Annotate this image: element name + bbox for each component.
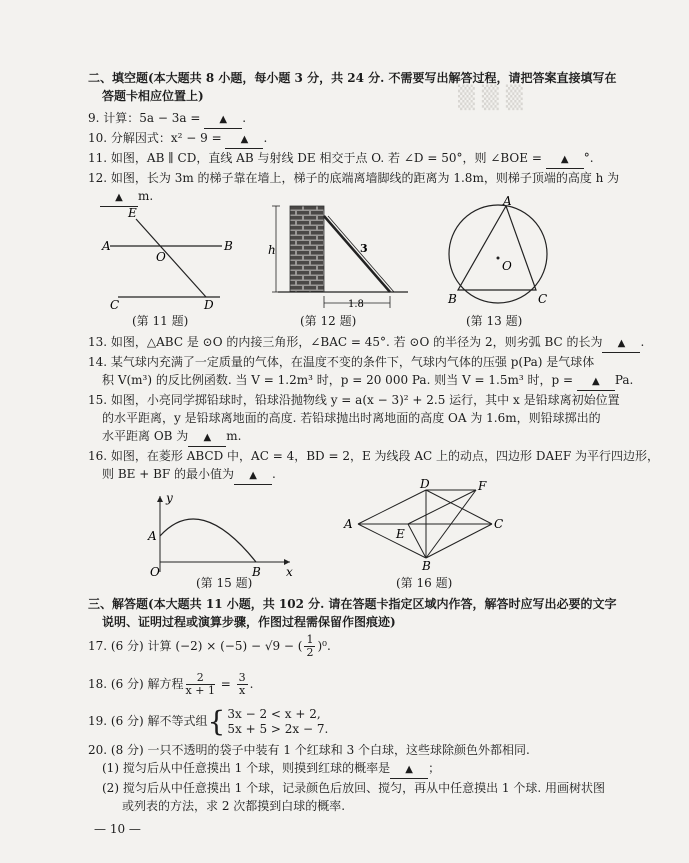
bleed-through-watermark: ▒ ▒ ▒ [458,86,523,111]
section3-heading-line2: 说明、证明过程或演算步骤，作图过程需保留作图痕迹) [102,615,396,629]
question-20-part2-line1: (2) 搅匀后从中任意摸出 1 个球，记录颜色后放回、搅匀，再从中任意摸出 1 个球. 用画树状图 [102,781,605,795]
question-9: 9. 计算：5a − 3a = ▲ . [88,110,246,129]
question-16-line2: 则 BE + BF 的最小值为 ▲ . [102,466,276,485]
question-17: 17. (6 分) 计算 (−2) × (−5) − √9 − ( $\frac{1}{2}$ )⁰. [88,633,331,659]
label-A: A [344,517,353,531]
section3-heading-line1: 三、解答题(本大题共 11 小题，共 102 分. 请在答题卡指定区域内作答，解答时应写出必要的文字 [88,597,617,611]
figure-15-caption: (第 15 题) [196,576,253,590]
answer-blank: ▲ [390,760,428,779]
figure-12 [268,200,418,312]
label-F: F [478,479,487,493]
question-14-line1: 14. 某气球内充满了一定质量的气体，在温度不变的条件下，气球内气体的压强 p(Pa) 是气球体 [88,355,595,369]
answer-blank: ▲ [546,150,584,169]
figure-11 [100,205,233,315]
label-E: E [396,527,405,541]
label-A: A [102,239,111,253]
label-D: D [420,477,430,491]
figure-12-caption: (第 12 题) [300,314,357,328]
figure-13 [440,194,560,310]
question-11: 11. 如图，AB ∥ CD，直线 AB 与射线 DE 相交于点 O. 若 ∠D = 50°，则 ∠BOE = ▲ °. [88,150,594,169]
question-20: 20. (8 分) 一只不透明的袋子中装有 1 个红球和 3 个白球，这些球除颜色外都相同. [88,743,530,757]
question-12-line1: 12. 如图，长为 3m 的梯子靠在墙上，梯子的底端离墙脚线的距离为 1.8m，则梯子顶端的高度 h 为 [88,171,620,185]
label-ladder-length: 3 [360,242,368,255]
answer-blank: ▲ [188,428,226,447]
question-15-line1: 15. 如图，小亮同学掷铅球时，铅球沿抛物线 y = a(x − 3)² + 2.5 运行，其中 x 是铅球离初始位置 [88,393,620,407]
label-C: C [538,292,548,306]
answer-blank: ▲ [204,110,242,129]
question-10: 10. 分解因式：x² − 9 = ▲ . [88,130,267,149]
question-14-line2: 积 V(m³) 的反比例函数. 当 V = 1.2m³ 时，p = 20 000 Pa. 则当 V = 1.5m³ 时，p = ▲ Pa. [102,372,633,391]
label-base-distance: 1.8 [348,299,364,310]
page-number: — 10 — [94,822,141,836]
label-B: B [448,292,457,306]
label-h: h [268,243,276,257]
label-C: C [110,298,120,312]
label-E: E [128,206,137,220]
figure-15 [140,490,300,578]
answer-blank: ▲ [225,130,263,149]
question-18: 18. (6 分) 解方程 $\frac{2}{x + 1}$ = $\frac{3}{x}$ . [88,671,254,697]
question-15-line3: 水平距离 OB 为 ▲ m. [102,428,242,447]
label-C: C [494,517,504,531]
label-B: B [252,565,261,579]
label-x: x [286,565,293,579]
figure-13-caption: (第 13 题) [466,314,523,328]
section2-heading-line1: 二、填空题(本大题共 8 小题，每小题 3 分，共 24 分. 不需要写出解答过程，请把答案直接填写在 [88,71,617,85]
label-O: O [502,259,512,273]
label-O: O [150,565,160,579]
question-20-part1: (1) 搅匀后从中任意摸出 1 个球，则摸到红球的概率是 ▲ ； [102,760,440,779]
answer-blank: ▲ [234,466,272,485]
question-12-line2: ▲ m. [100,188,153,207]
label-D: D [204,298,214,312]
label-A: A [503,194,512,208]
label-B: B [224,239,233,253]
question-19: 19. (6 分) 解不等式组{ 3x − 2 < x + 2, 5x + 5 > 2x − 7. [88,704,329,738]
label-y: y [166,491,173,505]
label-A: A [148,529,157,543]
section2-heading-line2: 答题卡相应位置上) [102,89,204,103]
figure-16 [342,477,512,573]
figure-11-caption: (第 11 题) [132,314,189,328]
label-O: O [156,250,166,264]
label-B: B [422,559,431,573]
question-20-part2-line2: 或列表的方法，求 2 次都摸到白球的概率. [122,799,346,813]
figure-16-caption: (第 16 题) [396,576,453,590]
question-13: 13. 如图，△ABC 是 ⊙O 的内接三角形，∠BAC = 45°. 若 ⊙O 的半径为 2，则劣弧 BC 的长为 ▲ . [88,334,644,353]
question-15-line2: 的水平距离，y 是铅球离地面的高度. 若铅球抛出时离地面的高度 OA 为 1.6m，则铅球掷出的 [102,411,601,425]
answer-blank: ▲ [100,188,138,207]
answer-blank: ▲ [602,334,640,353]
answer-blank: ▲ [577,372,615,391]
question-16-line1: 16. 如图，在菱形 ABCD 中，AC = 4，BD = 2，E 为线段 AC 上的动点，四边形 DAEF 为平行四边形， [88,449,660,463]
